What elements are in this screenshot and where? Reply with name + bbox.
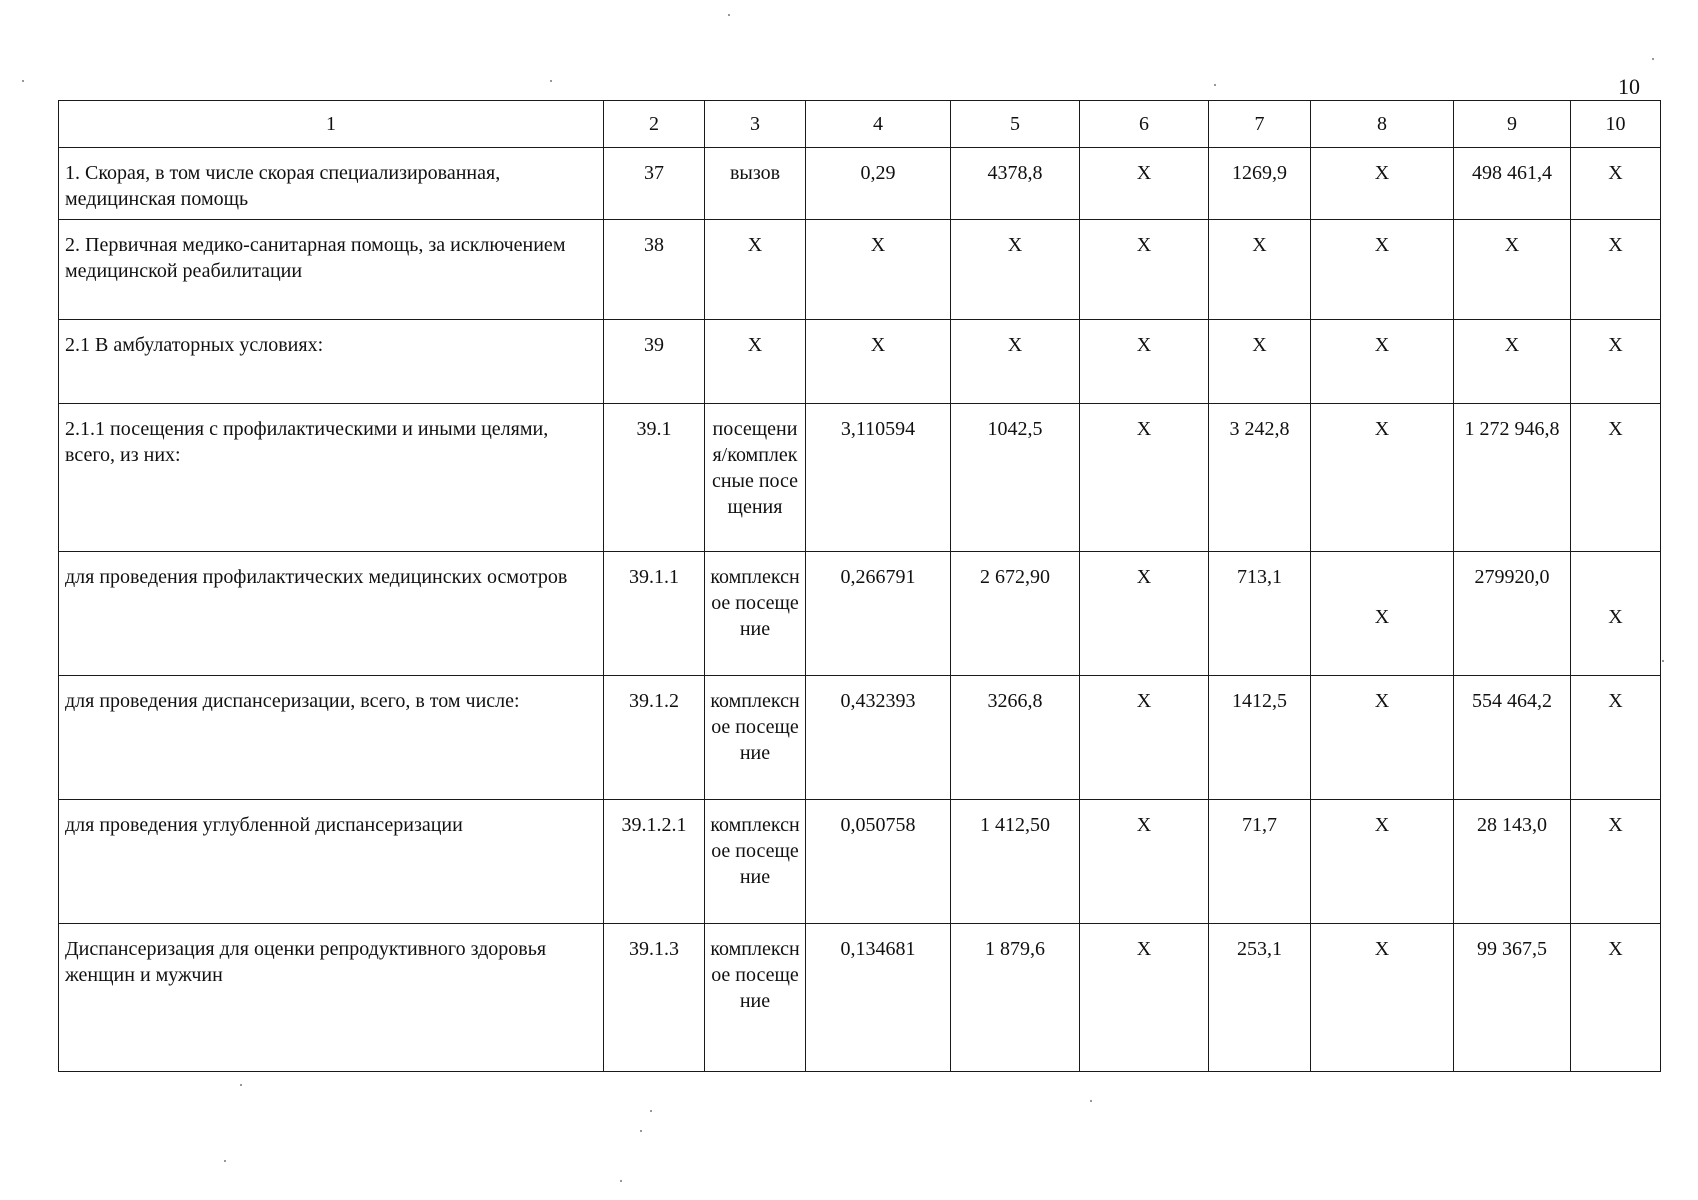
row-col6: Х	[1080, 676, 1209, 800]
table-row	[59, 404, 1661, 552]
row-code: 39.1.1	[604, 552, 705, 676]
row-col7: 1269,9	[1209, 148, 1311, 220]
row-unit: комплексное посещение	[705, 800, 806, 924]
row-col10: Х	[1571, 320, 1661, 404]
scan-speck	[620, 1180, 622, 1182]
row-col4: Х	[806, 220, 951, 320]
row-col10: Х	[1571, 800, 1661, 924]
row-code: 39.1.2.1	[604, 800, 705, 924]
row-col7: 3 242,8	[1209, 404, 1311, 552]
row-col10: Х	[1571, 552, 1661, 676]
scan-speck	[1090, 1100, 1092, 1102]
row-code: 39.1.3	[604, 924, 705, 1072]
header-cell-4: 4	[806, 101, 951, 148]
scan-speck	[550, 80, 552, 82]
table-row	[59, 800, 1661, 924]
row-col4: 0,29	[806, 148, 951, 220]
row-description: 2.1.1 посещения с профилактическими и иными целями, всего, из них:	[59, 404, 604, 552]
row-col9: 554 464,2	[1454, 676, 1571, 800]
row-col4: 0,134681	[806, 924, 951, 1072]
row-code: 37	[604, 148, 705, 220]
row-col9: 28 143,0	[1454, 800, 1571, 924]
row-col5: 1 412,50	[951, 800, 1080, 924]
row-unit: комплексное посещение	[705, 676, 806, 800]
scan-speck	[1652, 58, 1654, 60]
scan-speck	[224, 1160, 226, 1162]
row-col8: Х	[1311, 676, 1454, 800]
row-col10: Х	[1571, 220, 1661, 320]
row-description: Диспансеризация для оценки репродуктивного здоровья женщин и мужчин	[59, 924, 604, 1072]
row-col8: Х	[1311, 320, 1454, 404]
row-unit: вызов	[705, 148, 806, 220]
row-col8: Х	[1311, 220, 1454, 320]
row-col5: 3266,8	[951, 676, 1080, 800]
row-col9: 99 367,5	[1454, 924, 1571, 1072]
table-row	[59, 148, 1661, 220]
row-col6: Х	[1080, 800, 1209, 924]
row-col9: 1 272 946,8	[1454, 404, 1571, 552]
row-code: 39	[604, 320, 705, 404]
row-description: для проведения диспансеризации, всего, в том числе:	[59, 676, 604, 800]
row-col10: Х	[1571, 676, 1661, 800]
row-description: для проведения углубленной диспансеризации	[59, 800, 604, 924]
row-unit: Х	[705, 320, 806, 404]
row-col9: 498 461,4	[1454, 148, 1571, 220]
row-description: 1. Скорая, в том числе скорая специализированная, медицинская помощь	[59, 148, 604, 220]
header-cell-8: 8	[1311, 101, 1454, 148]
row-col10: Х	[1571, 404, 1661, 552]
table-row	[59, 220, 1661, 320]
row-col6: Х	[1080, 220, 1209, 320]
row-col7: 71,7	[1209, 800, 1311, 924]
header-cell-3: 3	[705, 101, 806, 148]
row-col7: Х	[1209, 320, 1311, 404]
header-cell-5: 5	[951, 101, 1080, 148]
table-row	[59, 924, 1661, 1072]
page-number: 10	[1618, 74, 1640, 99]
row-col4: 3,110594	[806, 404, 951, 552]
row-col5: 2 672,90	[951, 552, 1080, 676]
row-code: 38	[604, 220, 705, 320]
row-col6: Х	[1080, 404, 1209, 552]
scan-speck	[1214, 84, 1216, 86]
row-col6: Х	[1080, 320, 1209, 404]
row-col7: 1412,5	[1209, 676, 1311, 800]
row-unit: посещения/комплексные посещения	[705, 404, 806, 552]
row-col5: Х	[951, 220, 1080, 320]
row-unit: комплексное посещение	[705, 552, 806, 676]
row-unit: комплексное посещение	[705, 924, 806, 1072]
table-row	[59, 320, 1661, 404]
row-col5: 1042,5	[951, 404, 1080, 552]
data-table	[58, 100, 1661, 1072]
row-col4: Х	[806, 320, 951, 404]
row-col5: 1 879,6	[951, 924, 1080, 1072]
row-code: 39.1.2	[604, 676, 705, 800]
row-code: 39.1	[604, 404, 705, 552]
header-cell-9: 9	[1454, 101, 1571, 148]
row-description: для проведения профилактических медицинских осмотров	[59, 552, 604, 676]
row-col4: 0,432393	[806, 676, 951, 800]
row-unit: Х	[705, 220, 806, 320]
row-description: 2.1 В амбулаторных условиях:	[59, 320, 604, 404]
row-description: 2. Первичная медико-санитарная помощь, за исключением медицинской реабилитации	[59, 220, 604, 320]
row-col7: Х	[1209, 220, 1311, 320]
scan-speck	[240, 1084, 242, 1086]
row-col4: 0,266791	[806, 552, 951, 676]
row-col8: Х	[1311, 404, 1454, 552]
row-col9: Х	[1454, 220, 1571, 320]
row-col9: Х	[1454, 320, 1571, 404]
scan-speck	[650, 1110, 652, 1112]
row-col6: Х	[1080, 148, 1209, 220]
header-cell-1: 1	[59, 101, 604, 148]
table-row	[59, 552, 1661, 676]
row-col8: Х	[1311, 800, 1454, 924]
header-cell-6: 6	[1080, 101, 1209, 148]
row-col8: Х	[1311, 148, 1454, 220]
header-cell-7: 7	[1209, 101, 1311, 148]
scan-speck	[1662, 660, 1664, 662]
scan-speck	[22, 80, 24, 82]
table-row	[59, 676, 1661, 800]
row-col10: Х	[1571, 924, 1661, 1072]
header-cell-10: 10	[1571, 101, 1661, 148]
row-col7: 713,1	[1209, 552, 1311, 676]
row-col7: 253,1	[1209, 924, 1311, 1072]
row-col6: Х	[1080, 552, 1209, 676]
scan-speck	[640, 1130, 642, 1132]
row-col10: Х	[1571, 148, 1661, 220]
row-col6: Х	[1080, 924, 1209, 1072]
row-col8: Х	[1311, 924, 1454, 1072]
row-col9: 279920,0	[1454, 552, 1571, 676]
row-col8: Х	[1311, 552, 1454, 676]
header-cell-2: 2	[604, 101, 705, 148]
header-row	[59, 101, 1661, 148]
row-col5: Х	[951, 320, 1080, 404]
row-col5: 4378,8	[951, 148, 1080, 220]
row-col4: 0,050758	[806, 800, 951, 924]
scan-speck	[728, 14, 730, 16]
